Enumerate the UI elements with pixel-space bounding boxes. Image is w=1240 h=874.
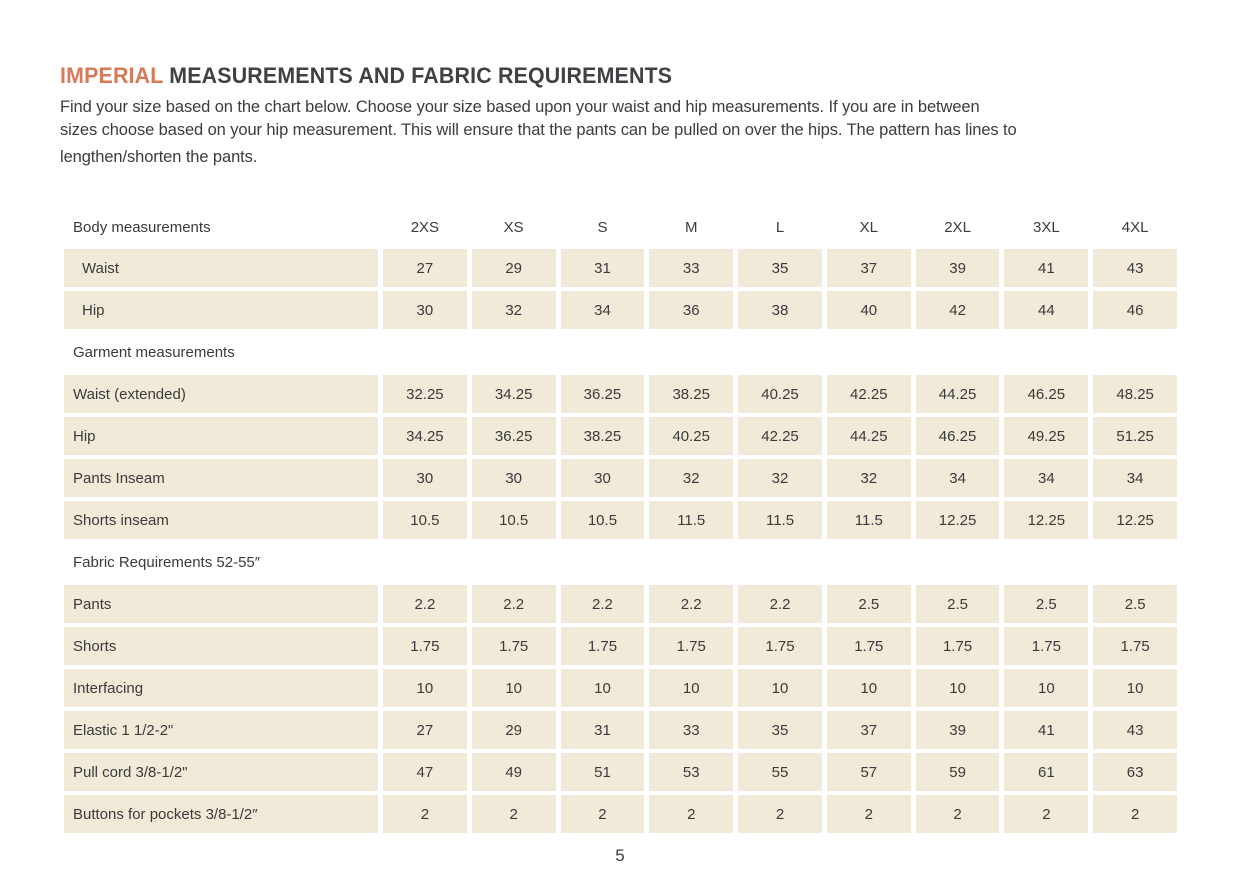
- row-label: Elastic 1 1/2-2": [64, 711, 378, 749]
- table-row: [64, 417, 1177, 455]
- row-label: Buttons for pockets 3/8-1/2″: [64, 795, 378, 833]
- value-cell: 10: [472, 669, 556, 707]
- size-column-header: 2XL: [944, 219, 971, 236]
- table-row: [64, 795, 1177, 833]
- value-cell: 46.25: [1004, 375, 1088, 413]
- table-row: [64, 375, 1177, 413]
- table-row: [64, 459, 1177, 497]
- section-header-row: [64, 543, 1177, 581]
- value-cell: 44.25: [916, 375, 1000, 413]
- value-cell: 11.5: [738, 501, 822, 539]
- value-cell: 2.2: [738, 585, 822, 623]
- value-cell: 10: [1093, 669, 1177, 707]
- value-cell: 2.2: [472, 585, 556, 623]
- row-label: Shorts: [64, 627, 378, 665]
- value-cell: 30: [561, 459, 645, 497]
- value-cell: 2.5: [827, 585, 911, 623]
- value-cell: 32: [827, 459, 911, 497]
- value-cell: 2: [916, 795, 1000, 833]
- value-cell: 35: [738, 249, 822, 287]
- size-column-header: L: [775, 219, 785, 236]
- value-cell: 37: [827, 711, 911, 749]
- size-column-header: M: [684, 219, 698, 236]
- value-cell: 42.25: [827, 375, 911, 413]
- value-cell: 33: [649, 711, 733, 749]
- value-cell: 61: [1004, 753, 1088, 791]
- value-cell: 30: [383, 459, 467, 497]
- row-label: Interfacing: [64, 669, 378, 707]
- value-cell: 2.2: [649, 585, 733, 623]
- value-cell: 42: [916, 291, 1000, 329]
- intro-line: Find your size based on the chart below. Choose your size based upon your waist and hip measurements. If you are in between: [60, 98, 980, 116]
- value-cell: 41: [1004, 249, 1088, 287]
- value-cell: 10: [1004, 669, 1088, 707]
- value-cell: 10: [916, 669, 1000, 707]
- value-cell: 38: [738, 291, 822, 329]
- value-cell: 35: [738, 711, 822, 749]
- value-cell: 2: [649, 795, 733, 833]
- value-cell: 2: [1004, 795, 1088, 833]
- value-cell: 29: [472, 711, 556, 749]
- value-cell: 29: [472, 249, 556, 287]
- page-title-rest: MEASUREMENTS AND FABRIC REQUIREMENTS: [163, 63, 673, 88]
- value-cell: 1.75: [1093, 627, 1177, 665]
- value-cell: 46: [1093, 291, 1177, 329]
- size-column-header: 2XS: [410, 219, 440, 236]
- size-column-header: 4XL: [1121, 219, 1149, 236]
- value-cell: 63: [1093, 753, 1177, 791]
- row-label: Waist: [64, 249, 378, 287]
- value-cell: 48.25: [1093, 375, 1177, 413]
- value-cell: 11.5: [827, 501, 911, 539]
- section-header-row: [64, 210, 1177, 245]
- value-cell: 33: [649, 249, 733, 287]
- value-cell: 46.25: [916, 417, 1000, 455]
- section-header-row: [64, 333, 1177, 371]
- value-cell: 27: [383, 249, 467, 287]
- row-label: Hip: [64, 291, 378, 329]
- value-cell: 27: [383, 711, 467, 749]
- value-cell: 38.25: [561, 417, 645, 455]
- value-cell: 34.25: [472, 375, 556, 413]
- value-cell: 53: [649, 753, 733, 791]
- value-cell: 2: [827, 795, 911, 833]
- value-cell: 34: [561, 291, 645, 329]
- row-label: Shorts inseam: [64, 501, 378, 539]
- value-cell: 32.25: [383, 375, 467, 413]
- value-cell: 39: [916, 249, 1000, 287]
- row-label: Pants Inseam: [64, 459, 378, 497]
- value-cell: 2.2: [561, 585, 645, 623]
- value-cell: 10: [561, 669, 645, 707]
- section-header-label: Body measurements: [73, 219, 211, 236]
- value-cell: 1.75: [649, 627, 733, 665]
- value-cell: 1.75: [738, 627, 822, 665]
- value-cell: 32: [738, 459, 822, 497]
- value-cell: 55: [738, 753, 822, 791]
- value-cell: 10: [383, 669, 467, 707]
- value-cell: 10.5: [383, 501, 467, 539]
- value-cell: 44: [1004, 291, 1088, 329]
- value-cell: 10: [649, 669, 733, 707]
- value-cell: 32: [649, 459, 733, 497]
- value-cell: 40.25: [649, 417, 733, 455]
- value-cell: 1.75: [383, 627, 467, 665]
- section-header-label: Fabric Requirements 52-55″: [73, 553, 261, 571]
- value-cell: 10: [827, 669, 911, 707]
- value-cell: 10.5: [472, 501, 556, 539]
- value-cell: 34: [1093, 459, 1177, 497]
- row-label: Pants: [64, 585, 378, 623]
- value-cell: 12.25: [916, 501, 1000, 539]
- value-cell: 1.75: [1004, 627, 1088, 665]
- value-cell: 49: [472, 753, 556, 791]
- value-cell: 1.75: [561, 627, 645, 665]
- value-cell: 36.25: [561, 375, 645, 413]
- value-cell: 51.25: [1093, 417, 1177, 455]
- value-cell: 36: [649, 291, 733, 329]
- value-cell: 57: [827, 753, 911, 791]
- value-cell: 1.75: [827, 627, 911, 665]
- value-cell: 34.25: [383, 417, 467, 455]
- value-cell: 43: [1093, 711, 1177, 749]
- size-column-header: 3XL: [1033, 219, 1060, 236]
- value-cell: 59: [916, 753, 1000, 791]
- intro-line: lengthen/shorten the pants.: [60, 148, 258, 166]
- value-cell: 30: [383, 291, 467, 329]
- value-cell: 2: [1093, 795, 1177, 833]
- value-cell: 10.5: [561, 501, 645, 539]
- size-column-header: S: [597, 219, 608, 236]
- value-cell: 49.25: [1004, 417, 1088, 455]
- value-cell: 36.25: [472, 417, 556, 455]
- value-cell: 31: [561, 249, 645, 287]
- value-cell: 34: [1004, 459, 1088, 497]
- row-label: Waist (extended): [64, 375, 378, 413]
- value-cell: 2: [738, 795, 822, 833]
- section-header-label: Garment measurements: [73, 343, 235, 361]
- value-cell: 11.5: [649, 501, 733, 539]
- size-column-header: XL: [859, 219, 878, 236]
- table-row: [64, 585, 1177, 623]
- table-row: [64, 669, 1177, 707]
- value-cell: 10: [738, 669, 822, 707]
- table-row: [64, 501, 1177, 539]
- page-title-highlight: IMPERIAL: [60, 63, 164, 88]
- intro-line: sizes choose based on your hip measurement. This will ensure that the pants can be pulled on over the hips. The pattern has lines to: [60, 121, 1017, 139]
- table-row: [64, 249, 1177, 287]
- value-cell: 37: [827, 249, 911, 287]
- value-cell: 2: [561, 795, 645, 833]
- value-cell: 43: [1093, 249, 1177, 287]
- value-cell: 41: [1004, 711, 1088, 749]
- value-cell: 2.5: [1093, 585, 1177, 623]
- value-cell: 44.25: [827, 417, 911, 455]
- value-cell: 38.25: [649, 375, 733, 413]
- size-column-header: XS: [503, 219, 524, 236]
- row-label: Pull cord 3/8-1/2": [64, 753, 378, 791]
- value-cell: 34: [916, 459, 1000, 497]
- value-cell: 30: [472, 459, 556, 497]
- value-cell: 51: [561, 753, 645, 791]
- value-cell: 2.5: [1004, 585, 1088, 623]
- value-cell: 2.5: [916, 585, 1000, 623]
- value-cell: 42.25: [738, 417, 822, 455]
- page-title: [60, 62, 1205, 89]
- value-cell: 40.25: [738, 375, 822, 413]
- row-label: Hip: [64, 417, 378, 455]
- value-cell: 47: [383, 753, 467, 791]
- table-row: [64, 291, 1177, 329]
- size-table: [64, 210, 1177, 833]
- value-cell: 1.75: [916, 627, 1000, 665]
- table-row: [64, 753, 1177, 791]
- table-row: [64, 711, 1177, 749]
- value-cell: 2.2: [383, 585, 467, 623]
- value-cell: 39: [916, 711, 1000, 749]
- value-cell: 31: [561, 711, 645, 749]
- value-cell: 2: [472, 795, 556, 833]
- table-row: [64, 627, 1177, 665]
- page-number: 5: [615, 846, 625, 865]
- value-cell: 40: [827, 291, 911, 329]
- value-cell: 1.75: [472, 627, 556, 665]
- value-cell: 12.25: [1093, 501, 1177, 539]
- intro-paragraph: [60, 96, 1240, 169]
- value-cell: 32: [472, 291, 556, 329]
- value-cell: 2: [383, 795, 467, 833]
- value-cell: 12.25: [1004, 501, 1088, 539]
